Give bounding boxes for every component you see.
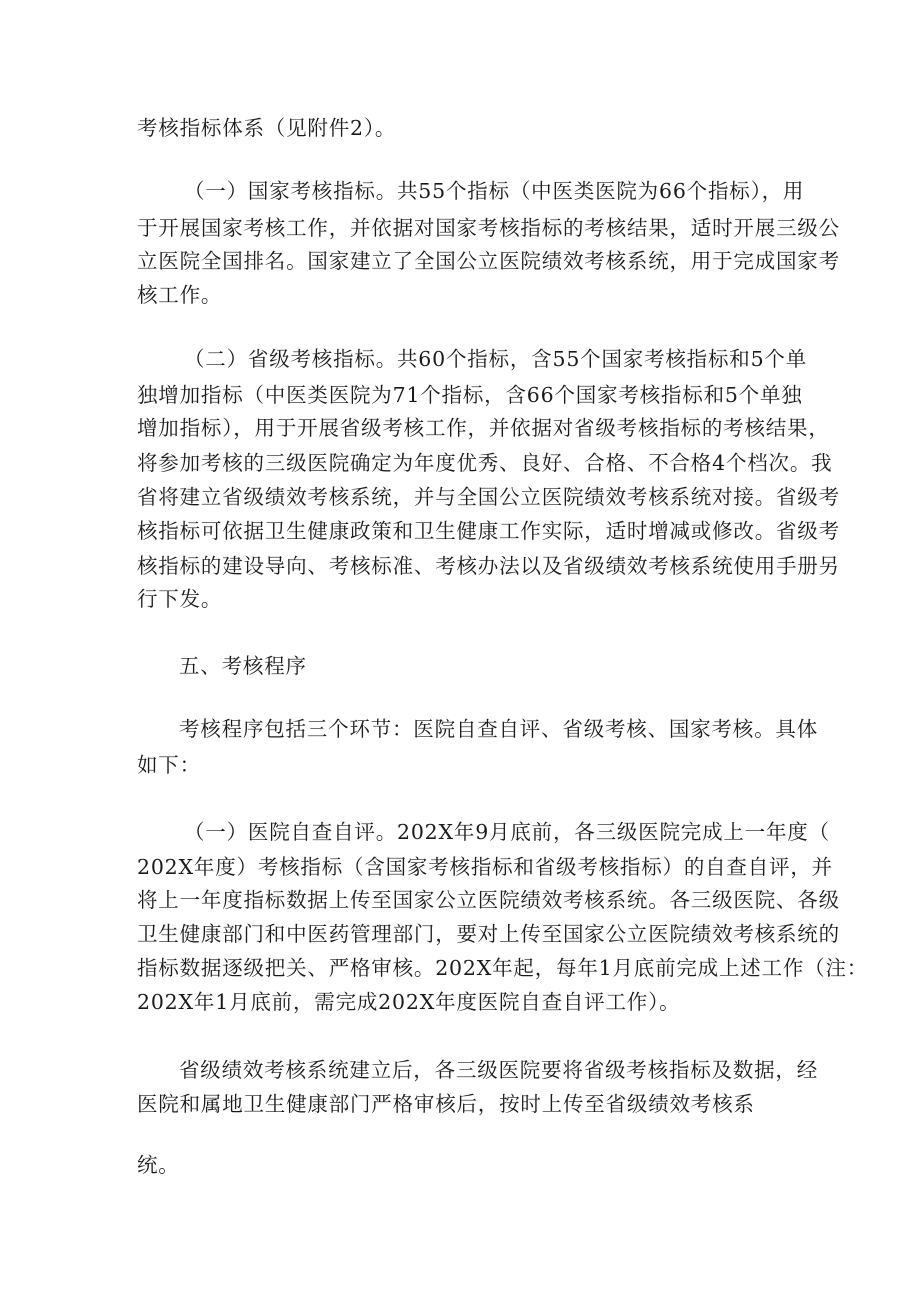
text-line: 独增加指标（中医类医院为71个指标，含66个国家考核指标和5个单独 bbox=[137, 383, 803, 407]
text-line: 202X年1月底前，需完成202X年度医院自查自评工作）。 bbox=[137, 990, 681, 1014]
text-line: 医院和属地卫生健康部门严格审核后，按时上传至省级绩效考核系 bbox=[137, 1092, 755, 1116]
text-line: 考核程序包括三个环节：医院自查自评、省级考核、国家考核。具体 bbox=[179, 717, 818, 741]
text-line: 如下： bbox=[137, 753, 201, 777]
text-line: 将上一年度指标数据上传至国家公立医院绩效考核系统。各三级医院、各级 bbox=[137, 888, 840, 912]
text-line: 核指标的建设导向、考核标准、考核办法以及省级绩效考核系统使用手册另 bbox=[137, 554, 840, 578]
text-line: 于开展国家考核工作，并依据对国家考核指标的考核结果，适时开展三级公 bbox=[137, 216, 840, 240]
text-line: 增加指标），用于开展省级考核工作，并依据对省级考核指标的考核结果， bbox=[137, 416, 830, 440]
text-line: 省将建立省级绩效考核系统，并与全国公立医院绩效考核系统对接。省级考 bbox=[137, 485, 840, 509]
text-line: 统。 bbox=[137, 1153, 180, 1177]
text-line: 卫生健康部门和中医药管理部门，要对上传至国家公立医院绩效考核系统的 bbox=[137, 922, 840, 946]
text-line: 考核指标体系（见附件2）。 bbox=[137, 116, 397, 140]
text-line: 202X年度）考核指标（含国家考核指标和省级考核指标）的自查自评，并 bbox=[137, 855, 833, 879]
text-line: 核工作。 bbox=[137, 283, 223, 307]
text-line: 行下发。 bbox=[137, 587, 223, 611]
text-line: （二）省级考核指标。共60个指标，含55个国家考核指标和5个单 bbox=[184, 347, 808, 371]
section-heading: 五、考核程序 bbox=[179, 654, 307, 678]
text-line: 核指标可依据卫生健康政策和卫生健康工作实际，适时增减或修改。省级考 bbox=[137, 519, 840, 543]
text-line: （一）医院自查自评。202X年9月底前，各三级医院完成上一年度（ bbox=[184, 820, 830, 844]
text-line: 将参加考核的三级医院确定为年度优秀、良好、合格、不合格4个档次。我 bbox=[137, 451, 833, 475]
text-line: 指标数据逐级把关、严格审核。202X年起，每年1月底前完成上述工作（注： bbox=[137, 956, 869, 980]
text-line: 省级绩效考核系统建立后，各三级医院要将省级考核指标及数据，经 bbox=[179, 1058, 818, 1082]
text-line: （一）国家考核指标。共55个指标（中医类医院为66个指标），用 bbox=[184, 179, 805, 203]
text-line: 立医院全国排名。国家建立了全国公立医院绩效考核系统，用于完成国家考 bbox=[137, 249, 840, 273]
